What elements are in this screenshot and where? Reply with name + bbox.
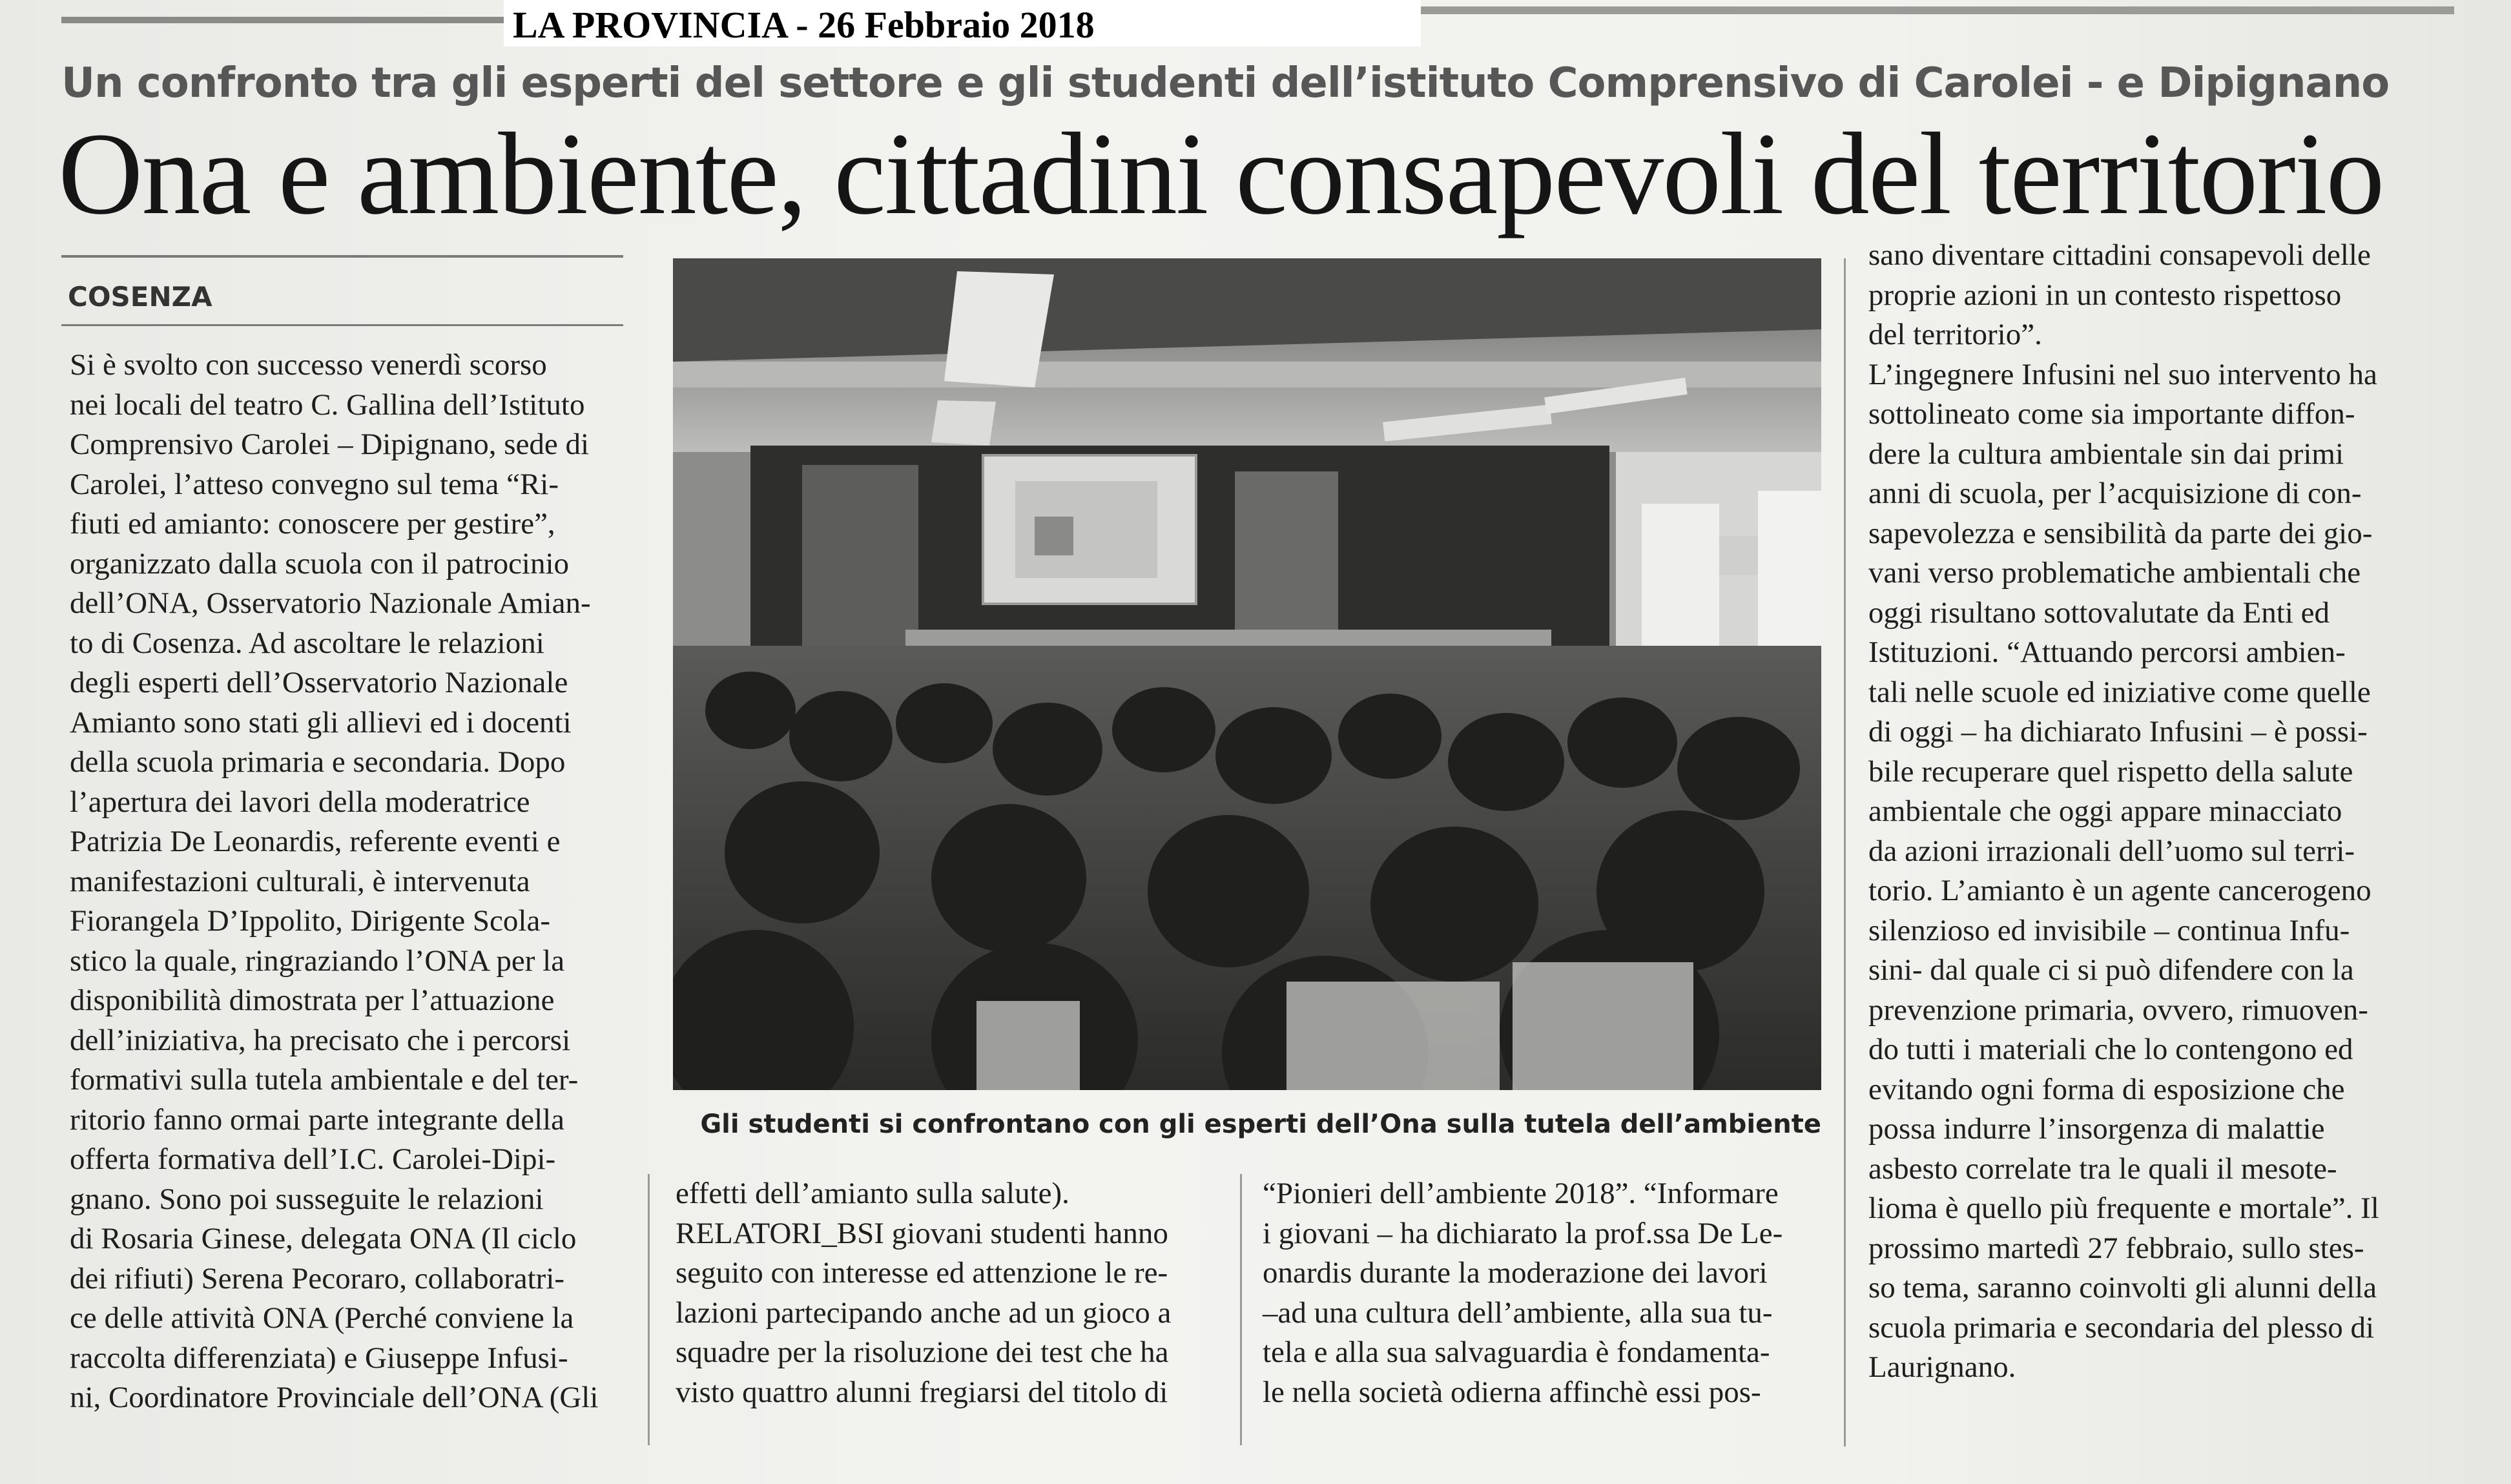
column-rule <box>61 324 623 326</box>
article-photo <box>673 258 1821 1090</box>
column-separator <box>648 1174 650 1445</box>
article-headline: Ona e ambiente, cittadini consapevoli del territorio <box>58 109 2384 239</box>
article-kicker: Un confronto tra gli esperti del settore e gli studenti dell’istituto Comprensivo di Carolei - e Dipignano <box>61 59 2390 107</box>
article-column-3: “Pionieri dell’ambiente 2018”. “Informare i giovani – ha dichiarato la prof.ssa De Le- onardis durante la moderazione dei lavori –ad una cultura dell’ambiente, alla sua tu- tela e alla sua salvaguardia è fondamenta- le nella società odierna affinchè essi pos- <box>1263 1177 1783 1409</box>
column-separator <box>1844 258 1846 1447</box>
masthead-rule <box>61 17 507 23</box>
photo-caption: Gli studenti si confrontano con gli esperti dell’Ona sulla tutela dell’ambiente <box>700 1109 1821 1139</box>
masthead: LA PROVINCIA - 26 Febbraio 2018 <box>504 0 1421 46</box>
article-column-2: effetti dell’amianto sulla salute). RELATORI_BSI giovani studenti hanno seguito con interesse ed attenzione le re- lazioni partecipando anche ad un gioco a squadre per la risoluzione dei test che ha visto quattro alunni fregiarsi del titolo di <box>676 1177 1172 1409</box>
section-label: COSENZA <box>68 281 212 313</box>
masthead-rule <box>1421 6 2454 14</box>
column-separator <box>1240 1174 1242 1445</box>
column-rule <box>61 255 623 258</box>
article-column-1: Si è svolto con successo venerdì scorso nei locali del teatro C. Gallina dell’Istituto Comprensivo Carolei – Dipignano, sede di Carolei, l’atteso convegno sul tema “Ri- fiuti ed amianto: conoscere per gestire”, organizzato dalla scuola con il patrocinio dell’ONA, Osservatorio Nazionale Amian- to di Cosenza. Ad ascoltare le relazioni degli esperti dell’Osservatorio Nazionale Amianto sono stati gli allievi ed i docenti della scuola primaria e secondaria. Dopo l’apertura dei lavori della moderatrice Patrizia De Leonardis, referente eventi e manifestazioni culturali, è intervenuta Fiorangela D’Ippolito, Dirigente Scola- stico la quale, ringraziando l’ONA per la disponibilità dimostrata per l’attuazione dell’iniziativa, ha precisato che i percorsi formativi sulla tutela ambientale e del ter- ritorio fanno ormai parte integrante della offerta formativa dell’I.C. Carolei-Dipi- gnano. Sono poi susseguite le relazioni di Rosaria Ginese, delegata ONA (Il ciclo dei rifiuti) Serena Pecoraro, collaboratri- ce delle attività ONA (Perché conviene la raccolta differenziata) e Giuseppe Infusi- ni, Coordinatore Provinciale dell’ONA (Gli <box>70 348 599 1414</box>
article-column-4: sano diventare cittadini consapevoli delle proprie azioni in un contesto rispettoso del territorio”. L’ingegnere Infusini nel suo intervento ha sottolineato come sia importante diffon- dere la cultura ambientale sin dai primi anni di scuola, per l’acquisizione di con- sapevolezza e sensibilità da parte dei gio- vani verso problematiche ambientali che oggi risultano sottovalutate da Enti ed Istituzioni. “Attuando percorsi ambien- tali nelle scuole ed iniziative come quelle di oggi – ha dichiarato Infusini – è possi- bile recuperare quel rispetto della salute ambientale che oggi appare minacciato da azioni irrazionali dell’uomo sul terri- torio. L’amianto è un agente cancerogeno silenzioso ed invisibile – continua Infu- sini- dal quale ci si può difendere con la prevenzione primaria, ovvero, rimuoven- do tutti i materiali che lo contengono ed evitando ogni forma di esposizione che possa indurre l’insorgenza di malattie asbesto correlate tra le quali il mesote- lioma è quello più frequente e mortale”. Il prossimo martedì 27 febbraio, sullo stes- so tema, saranno coinvolti gli alunni della scuola primaria e secondaria del plesso di Laurignano. <box>1868 238 2379 1384</box>
